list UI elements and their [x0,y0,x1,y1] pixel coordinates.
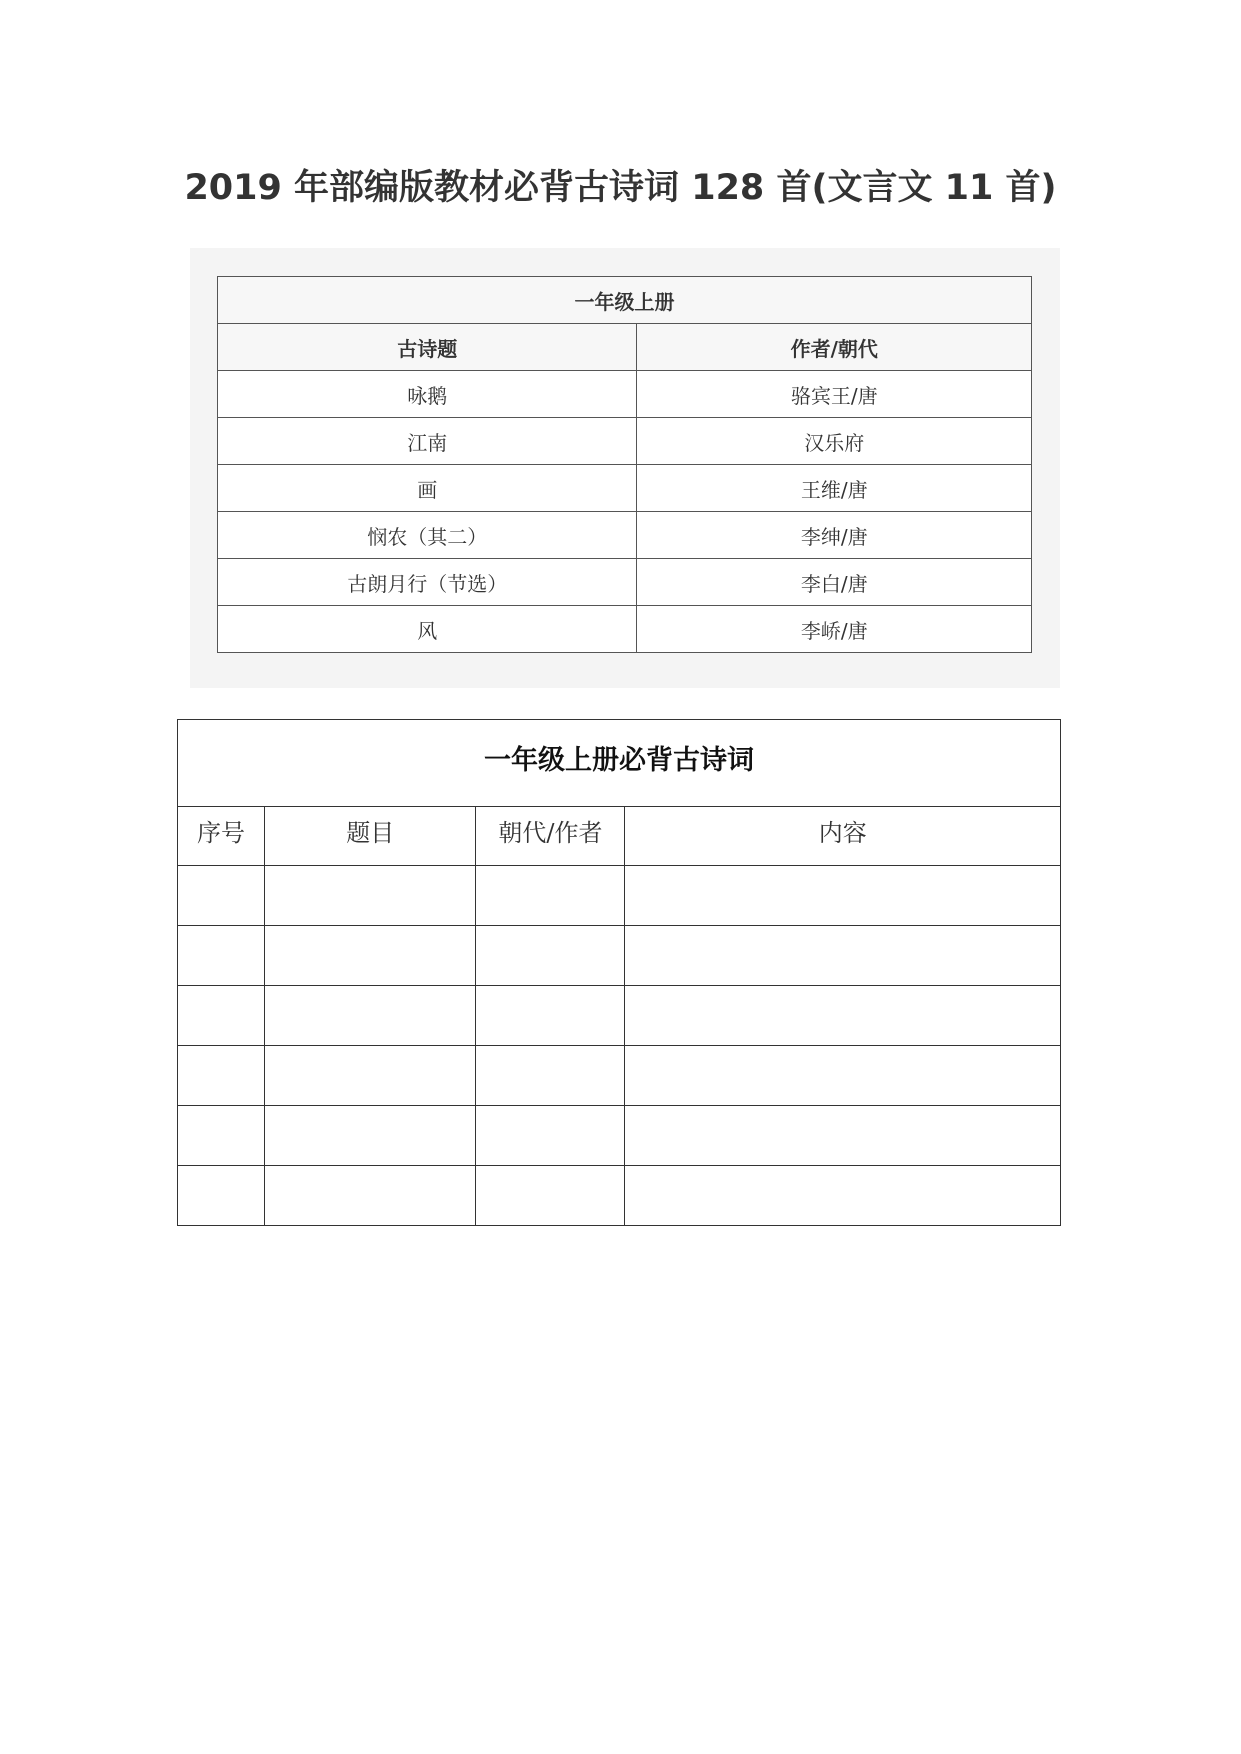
blank-cell [476,1166,625,1226]
blank-cell [476,866,625,926]
blank-cell [178,1046,265,1106]
table-row [218,606,1032,653]
blank-cell [265,986,476,1046]
author-cell: 李白/唐 [637,559,1032,606]
document-title: 2019 年部编版教材必背古诗词 128 首(文言文 11 首) [184,168,1057,208]
worksheet-caption: 一年级上册必背古诗词 [178,720,1061,807]
table-row [178,1106,1061,1166]
blank-cell [476,986,625,1046]
blank-cell [476,1046,625,1106]
blank-cell [265,1046,476,1106]
header-author-dynasty: 作者/朝代 [637,324,1032,371]
header-content: 内容 [625,807,1061,866]
blank-cell [625,1106,1061,1166]
poem-title-cell: 咏鹅 [218,371,637,418]
author-cell: 骆宾王/唐 [637,371,1032,418]
blank-cell [625,1166,1061,1226]
table-row [178,986,1061,1046]
blank-cell [178,866,265,926]
blank-cell [178,1106,265,1166]
table-row [178,1046,1061,1106]
blank-cell [265,1166,476,1226]
table-row [218,465,1032,512]
table-caption-row [218,277,1032,324]
poem-reference-table [217,276,1032,653]
worksheet-header-row [178,807,1061,866]
header-title: 题目 [265,807,476,866]
poem-title-cell: 风 [218,606,637,653]
blank-cell [476,1106,625,1166]
blank-cell [265,926,476,986]
blank-cell [625,866,1061,926]
table-row [218,512,1032,559]
blank-cell [178,986,265,1046]
header-number: 序号 [178,807,265,866]
table-row [178,926,1061,986]
header-poem-title: 古诗题 [218,324,637,371]
header-dynasty-author: 朝代/作者 [476,807,625,866]
author-cell: 李峤/唐 [637,606,1032,653]
poem-title-cell: 古朗月行（节选） [218,559,637,606]
table-header-row [218,324,1032,371]
worksheet-caption-row [178,720,1061,807]
author-cell: 汉乐府 [637,418,1032,465]
blank-cell [625,926,1061,986]
poem-title-cell: 画 [218,465,637,512]
poem-title-cell: 江南 [218,418,637,465]
table-row [218,371,1032,418]
poem-worksheet-table [177,719,1061,1226]
blank-cell [476,926,625,986]
table-row [218,559,1032,606]
table-row [178,866,1061,926]
author-cell: 李绅/唐 [637,512,1032,559]
poem-title-cell: 悯农（其二） [218,512,637,559]
embedded-table-image [190,248,1060,688]
blank-cell [625,1046,1061,1106]
blank-cell [265,866,476,926]
blank-cell [178,1166,265,1226]
blank-cell [178,926,265,986]
author-cell: 王维/唐 [637,465,1032,512]
table-row [218,418,1032,465]
blank-cell [265,1106,476,1166]
table-row [178,1166,1061,1226]
table-caption: 一年级上册 [218,277,1032,324]
blank-cell [625,986,1061,1046]
